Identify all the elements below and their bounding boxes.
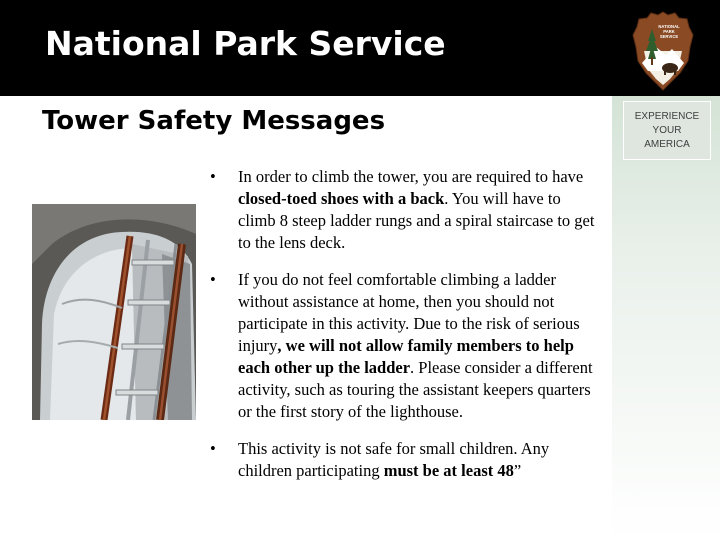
- bullet-text: . Please consider a different activity, such as touring the assistant keepers quarters or the first story of the lighthouse.: [238, 358, 593, 421]
- ladder-photo: [32, 204, 196, 420]
- bullet-text: In order to climb the tower, you are required to have: [238, 167, 584, 186]
- bullet-marker: •: [210, 167, 216, 186]
- bullet-text: ”: [513, 461, 522, 480]
- header-bar: [0, 0, 720, 96]
- svg-text:SERVICE: SERVICE: [659, 34, 679, 39]
- badge-line: AMERICA: [644, 138, 690, 150]
- bullet-text: If you do not feel comfortable climbing a ladder without assistance at home, then you should not participate in this activity. Due to the risk of serious injury: [238, 270, 580, 355]
- bullet-item: [210, 438, 600, 482]
- bullet-text: . You will have to climb 8 steep ladder rungs and a spiral staircase to get to the lens deck.: [238, 189, 595, 252]
- bullet-bold-text: must be at least 48: [383, 461, 514, 480]
- agency-title: National Park Service: [45, 24, 446, 63]
- bullet-bold-text: closed-toed shoes with a back: [238, 189, 445, 208]
- nps-arrowhead-logo: [632, 11, 694, 91]
- slide-title: Tower Safety Messages: [42, 106, 386, 136]
- svg-text:NATIONAL: NATIONAL: [658, 24, 680, 29]
- bullet-marker: •: [210, 270, 216, 289]
- bullet-marker: •: [210, 439, 216, 458]
- bullet-text: This activity is not safe for small children. Any children participating: [238, 439, 550, 480]
- side-accent-band: [612, 96, 720, 540]
- bullet-item: [210, 269, 600, 423]
- badge-line: EXPERIENCE: [634, 110, 700, 122]
- bullet-bold-text: , we will not allow family members to help each other up the ladder: [238, 336, 574, 377]
- bullet-list: [210, 166, 600, 497]
- badge-line: YOUR: [652, 124, 682, 136]
- svg-text:PARK: PARK: [663, 29, 675, 34]
- bullet-item: [210, 166, 600, 254]
- experience-your-america-badge: [623, 101, 711, 160]
